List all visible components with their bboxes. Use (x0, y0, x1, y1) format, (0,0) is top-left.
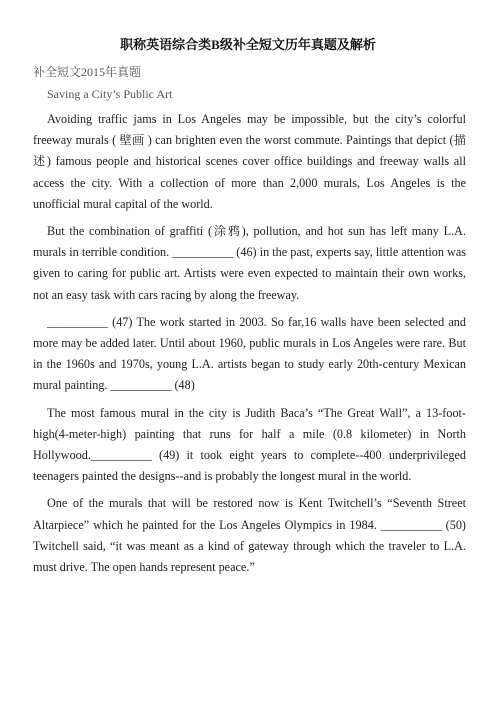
article-title: Saving a City’s Public Art (47, 87, 173, 101)
document-title: 职称英语综合类B级补全短文历年真题及解析 (120, 37, 376, 52)
section-label: 补全短文2015年真题 (33, 65, 142, 79)
paragraph: The most famous mural in the city is Judith Baca’s “The Great Wall”, a 13-foot-high(4-meter-high) painting that runs for half a mile (0.8 kilometer) in North Hollywood.__________ (49) it took eight years to complete--400 underprivileged teenagers painted the designs--and is probably the longest mural in the world. (33, 405, 466, 484)
paragraph: One of the murals that will be restored now is Kent Twitchell’s “Seventh Street Altarpiece” which he painted for the Los Angeles Olympics in 1984. __________ (50) Twitchell said, “it was meant as a kind of gateway through which the traveler to L.A. must drive. The open hands represent peace.” (33, 496, 466, 575)
paragraph: __________ (47) The work started in 2003. So far,16 walls have been selected and more may be added later. Until about 1960, public murals in Los Angeles were rare. But in the 1960s and 1970s, young L.A. artists began to study early 20th-century Mexican mural painting. __________ (48) (33, 314, 466, 393)
article-body (33, 109, 466, 584)
paragraph: But the combination of graffiti (涂鸦), pollution, and hot sun has left many L.A. murals in terrible condition. __________ (46) in the past, experts say, little attention was given to caring for public art. Artists were even expected to maintain their own works, not an easy task with cars racing by along the freeway. (33, 224, 466, 302)
paragraph: Avoiding traffic jams in Los Angeles may be impossible, but the city’s colorful freeway murals ( 壁画 ) can brighten even the worst commute. Paintings that depict (描述) famous people and historical scenes cover office buildings and freeway walls all access the city. With a collection of more than 2,000 murals, Los Angeles is the unofficial mural capital of the world. (33, 112, 466, 211)
